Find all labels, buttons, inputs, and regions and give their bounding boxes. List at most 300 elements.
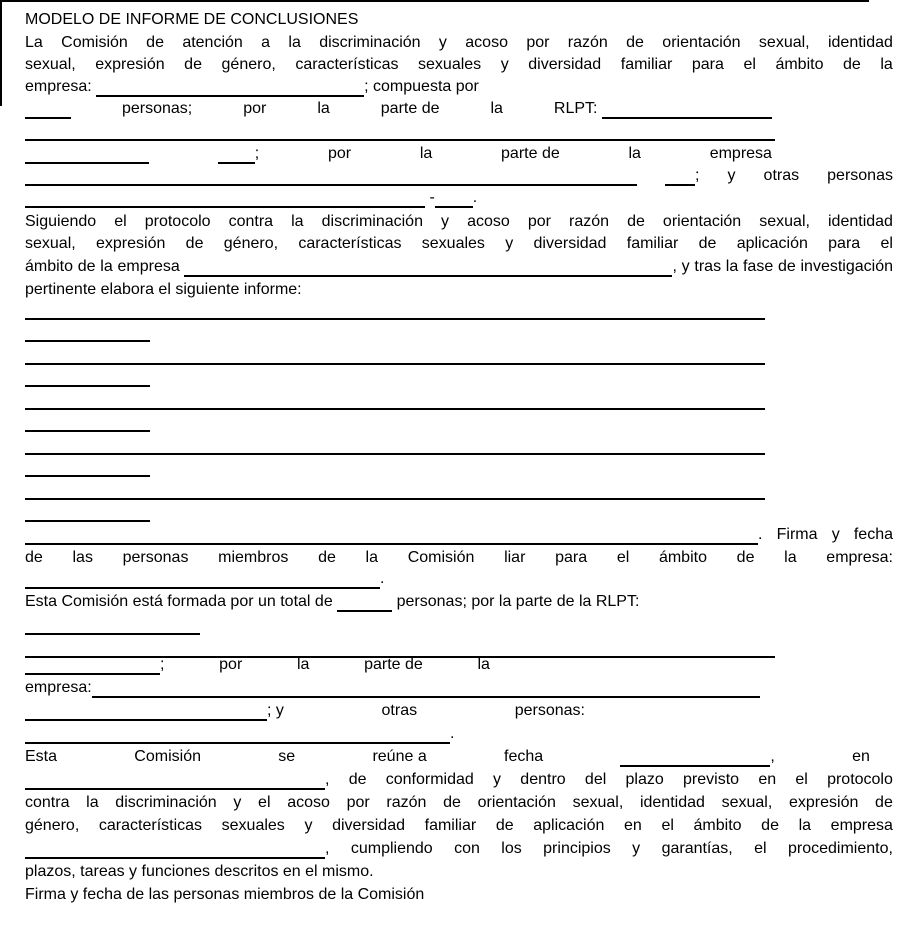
text-run [764, 165, 800, 186]
text-run: ámbito [693, 817, 742, 834]
text-run: protocolo [144, 213, 211, 230]
text-run [761, 815, 779, 836]
text-run: liar [504, 549, 526, 566]
text-run: acoso [465, 34, 508, 51]
text-run [61, 32, 128, 53]
text-run: expresión [788, 794, 859, 811]
text-run [25, 593, 337, 610]
text-run [439, 32, 447, 53]
text-run [304, 815, 312, 836]
text-run [25, 863, 374, 880]
text-run [100, 256, 112, 277]
fill-in-blank-line [25, 769, 325, 790]
text-run: personas: [514, 702, 585, 719]
text-run: características [98, 817, 203, 834]
text-run: sexual, [25, 235, 76, 252]
text-run: por [526, 34, 550, 51]
text-run [287, 792, 330, 813]
text-run [295, 54, 398, 75]
text-run [828, 32, 893, 53]
fill-in-blank-segment [25, 301, 765, 318]
text-run [95, 54, 164, 75]
text-run [777, 524, 818, 545]
text-run: el [754, 840, 767, 857]
text-run: sexual, [25, 56, 76, 73]
fill-in-blank-segment [620, 746, 774, 767]
text-run [801, 256, 894, 277]
fill-in-blank-line [25, 456, 150, 477]
text-run: miembros [218, 549, 289, 566]
text-run: cumpliendo [350, 840, 433, 857]
fill-in-blank-segment [25, 503, 150, 520]
text-run [624, 815, 642, 836]
text-run [505, 233, 513, 254]
text-run: la [288, 34, 301, 51]
fill-in-blank-line [620, 746, 770, 767]
text-run: expresión [95, 56, 165, 73]
text-run: sexuales [421, 235, 485, 252]
document-line [25, 861, 893, 882]
text-run: por [327, 145, 352, 162]
text-run: tras [694, 258, 722, 275]
text-run [621, 54, 673, 75]
text-run: identidad [827, 34, 893, 51]
document-line [25, 344, 893, 365]
text-run [759, 32, 810, 53]
fill-in-blank-segment [337, 593, 392, 610]
text-run: conformidad [385, 771, 474, 788]
text-run [454, 838, 480, 859]
text-run [759, 211, 810, 232]
text-run: ; y [267, 702, 284, 719]
text-run [710, 143, 772, 164]
text-run: el [795, 771, 808, 788]
fill-in-blank-segment [25, 413, 150, 430]
text-run [25, 815, 79, 836]
text-run [659, 547, 707, 568]
text-run [828, 211, 893, 232]
text-run: con [454, 840, 480, 857]
text-run [692, 54, 724, 75]
text-run [243, 98, 266, 119]
text-run [694, 815, 742, 836]
text-run [543, 838, 611, 859]
text-run [788, 838, 893, 859]
text-run [114, 211, 126, 232]
fill-in-blank-line [25, 321, 150, 342]
text-run: diversidad [533, 235, 607, 252]
text-run: de [185, 235, 204, 252]
text-run [392, 593, 639, 610]
fill-in-blank-line [25, 389, 765, 410]
text-run: . [450, 725, 455, 742]
text-run [25, 32, 43, 53]
fill-in-blank-segment [25, 838, 329, 859]
text-run: el [616, 549, 630, 566]
text-run [754, 838, 766, 859]
text-run [288, 32, 300, 53]
text-run: y [233, 794, 242, 811]
text-run: Siguiendo [25, 213, 97, 230]
text-run [25, 746, 57, 767]
text-run [420, 143, 432, 164]
text-run: identidad [639, 794, 705, 811]
text-run: Comisión [134, 748, 201, 765]
text-run [573, 792, 624, 813]
fill-in-blank-segment [25, 481, 765, 498]
fill-in-blank-segment [25, 323, 150, 340]
document-line [25, 479, 893, 500]
text-run [278, 746, 295, 767]
text-run: orientación [662, 213, 742, 230]
text-run: reúne a [372, 748, 427, 765]
fill-in-blank-segment [92, 679, 760, 696]
text-run [789, 792, 858, 813]
text-run [25, 792, 69, 813]
text-run: para [555, 549, 588, 566]
fill-in-blank-line [25, 366, 150, 387]
document-line [25, 524, 893, 545]
text-run [364, 654, 423, 675]
fill-in-blank-line [337, 591, 392, 612]
text-run: características [298, 235, 402, 252]
text-run: personas; por la parte de la RLPT: [392, 593, 640, 610]
text-run [528, 211, 551, 232]
text-run: sexual, [721, 794, 773, 811]
text-run [425, 189, 435, 206]
document-line [25, 456, 893, 477]
text-run [626, 769, 664, 790]
text-run: la [317, 100, 330, 117]
fill-in-blank-line [25, 838, 325, 859]
text-run: empresa [117, 258, 180, 275]
text-run: empresa [830, 817, 893, 834]
text-run [422, 233, 485, 254]
document-line [25, 165, 893, 186]
text-run: Comisión [407, 549, 475, 566]
text-run: la [784, 549, 797, 566]
text-run: . [380, 570, 385, 587]
text-run [25, 886, 424, 903]
text-run: previsto [683, 771, 740, 788]
text-run: las [72, 549, 93, 566]
text-run [661, 815, 673, 836]
document-line [25, 120, 893, 141]
text-run: Comisión [61, 34, 128, 51]
document-line [25, 321, 893, 342]
text-run: la [86, 794, 99, 811]
text-run: razón [569, 213, 610, 230]
text-run: sexual, [572, 794, 624, 811]
text-run [467, 211, 510, 232]
text-run [778, 256, 796, 277]
text-run [854, 524, 893, 545]
text-run [25, 547, 43, 568]
fill-in-blank-line [602, 98, 772, 119]
document-line [25, 746, 870, 767]
text-run [229, 211, 273, 232]
text-run: dentro [520, 771, 566, 788]
text-run: razón [567, 34, 608, 51]
document-line [25, 884, 893, 905]
text-run [880, 233, 892, 254]
text-run: fase [742, 258, 774, 275]
text-run [533, 815, 604, 836]
text-run [441, 211, 449, 232]
text-run: diversidad [528, 56, 602, 73]
text-run [25, 54, 76, 75]
document-line [25, 568, 893, 589]
fill-in-blank-line [25, 143, 149, 164]
text-run [318, 547, 336, 568]
fill-in-blank-line [96, 76, 364, 97]
text-run [699, 233, 717, 254]
text-run [528, 54, 601, 75]
fill-in-blank-segment [25, 122, 775, 139]
text-run: ; [695, 167, 700, 184]
text-run: de [25, 549, 43, 566]
text-run: la [628, 145, 641, 162]
fill-in-blank-line [25, 524, 758, 545]
text-run: , [672, 258, 677, 275]
text-run: aplicación [533, 817, 605, 834]
text-run [504, 746, 543, 767]
fill-in-blank-line [435, 187, 473, 208]
text-run: atención [182, 34, 243, 51]
text-run: personas [827, 167, 893, 184]
text-run: la [419, 145, 433, 162]
text-run [182, 32, 243, 53]
text-run: el [661, 817, 674, 834]
text-run [795, 769, 807, 790]
text-run [465, 32, 508, 53]
text-run: sexual, [759, 213, 810, 230]
text-run [184, 54, 202, 75]
text-run [831, 815, 893, 836]
text-run [122, 98, 192, 119]
text-run [478, 792, 556, 813]
text-run: sexuales [418, 56, 482, 73]
text-run [728, 165, 736, 186]
text-run: empresa [709, 145, 772, 162]
text-run: de [736, 549, 755, 566]
text-run: parte de [364, 656, 423, 673]
fill-in-blank-line [218, 143, 255, 164]
document-line [25, 434, 893, 455]
text-run: de [146, 34, 164, 51]
text-run: sexuales [221, 817, 285, 834]
fill-in-blank-segment [25, 98, 71, 119]
text-run [261, 32, 270, 53]
text-run: , [325, 840, 330, 857]
text-run: y [500, 56, 509, 73]
document-line [25, 723, 893, 744]
fill-in-blank-line [25, 187, 425, 208]
page-border-left [0, 0, 2, 106]
text-run [626, 32, 644, 53]
text-run [297, 654, 309, 675]
text-run: los [501, 840, 522, 857]
text-run [627, 211, 645, 232]
text-run [219, 654, 242, 675]
text-run: expresión [96, 235, 166, 252]
text-run: y [505, 235, 514, 252]
document-line [25, 769, 893, 790]
text-run [490, 98, 502, 119]
text-run [568, 32, 608, 53]
text-run [843, 54, 861, 75]
text-run: de [875, 794, 893, 811]
text-run [322, 211, 423, 232]
text-run: personas; [121, 100, 193, 117]
text-run [555, 547, 587, 568]
text-run: de [318, 549, 336, 566]
text-run: a [261, 34, 271, 51]
text-run [99, 815, 202, 836]
text-run [569, 211, 609, 232]
document-line [25, 143, 772, 164]
text-run: y [831, 526, 840, 543]
text-run: de [443, 794, 461, 811]
text-run [515, 700, 585, 721]
text-run [291, 211, 303, 232]
text-run [364, 78, 479, 95]
text-run: ámbito [775, 56, 824, 73]
text-run [25, 78, 96, 95]
fill-in-blank-segment [554, 98, 772, 119]
text-run [425, 815, 477, 836]
text-run: el [258, 794, 271, 811]
fill-in-blank-segment [25, 165, 637, 186]
text-run [663, 211, 741, 232]
text-run: características [295, 56, 399, 73]
text-run [372, 746, 426, 767]
text-run [826, 547, 893, 568]
text-run: género, [223, 235, 279, 252]
text-run: Esta Comisión está formada por un total de [25, 593, 338, 610]
text-run [743, 54, 755, 75]
text-run [683, 769, 739, 790]
fill-in-blank-line [665, 165, 695, 186]
fill-in-blank-line [25, 120, 775, 141]
text-run: discriminación [321, 213, 423, 230]
document-line [25, 366, 893, 387]
text-run [222, 815, 285, 836]
text-run [218, 547, 288, 568]
fill-in-blank-segment [665, 165, 699, 186]
text-run [875, 792, 893, 813]
text-run: ámbito [658, 549, 707, 566]
text-run: , [770, 748, 775, 765]
text-run: el [880, 235, 893, 252]
text-run: investigación [800, 258, 893, 275]
text-run [25, 256, 73, 277]
text-run: procedimiento, [787, 840, 893, 857]
text-run: protocolo [827, 771, 893, 788]
text-run [443, 792, 461, 813]
text-run: de [495, 817, 514, 834]
text-run [501, 54, 509, 75]
text-run [381, 98, 440, 119]
fill-in-blank-line [92, 677, 760, 698]
document-line [25, 256, 893, 277]
text-run [832, 524, 840, 545]
text-run: empresa: [25, 78, 97, 95]
fill-in-blank-segment [25, 368, 150, 385]
text-run: y [727, 167, 736, 184]
text-run [134, 746, 201, 767]
text-run: y [441, 213, 450, 230]
text-run: pertinente elabora el siguiente informe: [25, 281, 302, 298]
text-run [145, 211, 211, 232]
fill-in-blank-line [25, 165, 637, 186]
text-run [408, 547, 475, 568]
text-run [233, 792, 241, 813]
fill-in-blank-segment [25, 700, 284, 721]
document-line [25, 591, 893, 612]
fill-in-blank-line [25, 479, 765, 500]
text-run: y [493, 771, 502, 788]
fill-in-blank-segment [25, 189, 425, 206]
text-run [366, 547, 378, 568]
text-run: y [632, 840, 641, 857]
text-run: de [761, 817, 779, 834]
text-run [629, 143, 641, 164]
text-run [25, 211, 96, 232]
text-run: de [626, 34, 644, 51]
text-run: orientación [662, 34, 741, 51]
text-run [72, 547, 92, 568]
text-run [222, 54, 276, 75]
text-run: por [527, 213, 551, 230]
text-run [799, 815, 811, 836]
text-run [478, 654, 490, 675]
fill-in-blank-line [25, 654, 160, 675]
document-line [25, 815, 893, 836]
text-run [585, 769, 606, 790]
fill-in-blank-line [184, 256, 672, 277]
fill-in-blank-segment [25, 769, 329, 790]
text-run: principios [543, 840, 611, 857]
text-run: para [691, 56, 724, 73]
text-run: por [219, 656, 243, 673]
text-run: contra [228, 213, 274, 230]
text-run [504, 547, 525, 568]
text-run [418, 54, 481, 75]
text-run [758, 769, 776, 790]
fill-in-blank-line [25, 501, 150, 522]
text-run [382, 700, 418, 721]
document-line [25, 838, 893, 859]
text-run: familiar [424, 817, 477, 834]
text-run [496, 815, 514, 836]
text-run: La [25, 34, 43, 51]
text-run: ; compuesta por [364, 78, 479, 95]
text-run: ámbito [25, 258, 74, 275]
text-run: garantías, [661, 840, 733, 857]
text-run [319, 32, 420, 53]
text-run: fecha [504, 748, 544, 765]
fill-in-blank-segment [25, 570, 380, 587]
text-run: la [725, 258, 739, 275]
text-run [501, 143, 560, 164]
fill-in-blank-segment [218, 143, 259, 164]
text-run: contra [25, 794, 70, 811]
text-run [662, 838, 733, 859]
text-run: familiar [620, 56, 673, 73]
text-run [224, 233, 278, 254]
fill-in-blank-segment [25, 391, 765, 408]
